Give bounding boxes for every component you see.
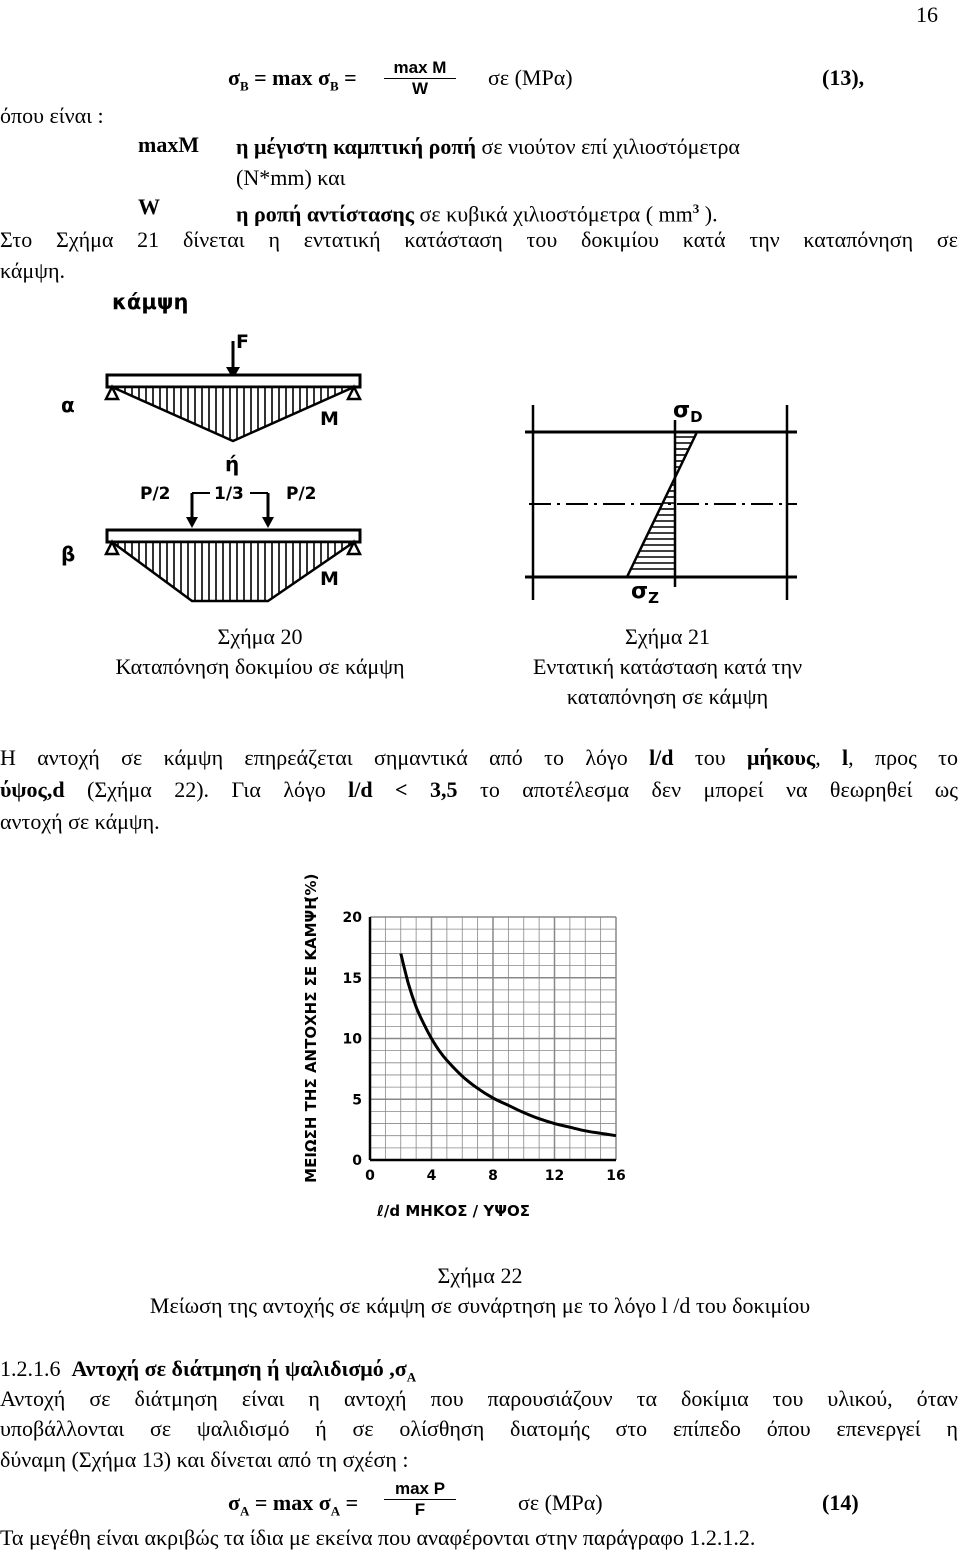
def-w-desc-bold: η ροπή αντίστασης [236,201,415,227]
eq13-lhs-sub: B [239,78,249,94]
figure-20 [42,285,462,615]
fig22-caption [0,1261,960,1321]
fig20-third: 1/3 [214,484,244,504]
chart-x-tick-label: 16 [606,1168,626,1184]
fig20-heading: κάμψη [112,290,189,314]
fig22-caption-title: Σχήμα 22 [437,1263,523,1288]
paragraph-2-line-3: αντοχή σε κάμψη. [0,809,160,834]
p2-l1-a: Η αντοχή σε κάμψη επηρεάζεται σημαντικά από το λόγο [0,745,650,770]
def-maxm-desc [236,132,740,162]
p2-l1-e: , [815,745,843,770]
eq14-eq: = [340,1490,359,1515]
p2-l1-c: του [673,745,747,770]
def-maxm-desc-bold: η μέγιστη καμπτική ροπή [236,134,476,159]
fig21-sigma-d: $\sigma_D$ [673,398,703,426]
eq13-lhs: σ [228,65,240,90]
chart-x-tick-label: 4 [426,1168,437,1184]
section-number: 1.2.1.6 [0,1356,61,1381]
paragraph-1-line-1: Στο Σχήμα 21 δίνεται η εντατική κατάσταση του δοκιμίου κατά την καταπόνηση σε [0,227,958,252]
fig20-label-b: β [61,542,76,566]
equation-13 [228,63,357,101]
fig20-caption-title: Σχήμα 20 [217,624,303,649]
section-title-sub: A [406,1369,417,1385]
chart-y-tick-label: 15 [342,970,362,987]
chart-y-tick-label: 10 [342,1031,362,1048]
p2-l1-d: μήκους [746,745,816,770]
paragraph-3-line-3: δύναμη (Σχήμα 13) και δίνεται από τη σχέση : [0,1447,409,1472]
where-text: όπου είναι : [0,103,104,128]
eq14-denominator: F [414,1500,426,1519]
figure-21 [515,375,850,615]
fig20-force-b-left-head [186,517,198,528]
fig21-sigma-z: $\sigma_Z$ [631,579,660,607]
eq13-eq: = [338,65,357,90]
eq14-lhs-sub: A [239,1503,250,1519]
def-w-desc-rest: σε κυβικά χιλιοστόμετρα ( mm [414,201,693,227]
chart-x-tick-label: 8 [488,1168,498,1184]
fig20-p-half-left: P/2 [140,484,171,504]
fig20-p-half-right: P/2 [286,484,317,504]
p2-l1-g: , προς το [848,745,958,770]
eq13-fraction [384,58,456,99]
eq14-label: (14) [822,1490,859,1515]
fig21-caption-line-2: καταπόνηση σε κάμψη [566,684,769,709]
chart-y-tick-label: 20 [342,910,362,926]
p2-l2-e: το αποτέλεσμα δεν μπορεί να θεωρηθεί ως [457,777,958,802]
fig21-caption-line-1: Εντατική κατάσταση κατά την [532,654,803,679]
paragraph-3-line-2: υποβάλλονται σε ψαλιδισμό ή σε ολίσθηση διατομής στο επίπεδο όπου επενεργεί η [0,1416,958,1441]
eq13-denominator: W [411,79,429,98]
chart-x-label: ℓ/d ΜΗΚΟΣ / ΥΨΟΣ [376,1202,530,1220]
fig20-moment-diagram-a [112,387,354,441]
eq14-unit: σε (MPα) [518,1490,603,1515]
fig20-or: ή [225,452,240,476]
figure-22-chart [290,860,660,1230]
page-number: 16 [916,2,938,27]
eq13-label: (13), [822,65,865,90]
p2-l2-d: l/d < 3,5 [348,777,458,802]
def-maxm-desc-rest: σε νιούτον επί χιλιοστόμετρα [475,134,740,159]
paragraph-2-line-2 [0,775,958,805]
def-w-term: W [138,194,160,219]
fig20-beam-a [107,375,360,387]
chart-y-unit: (%) [302,873,320,903]
eq14-lhs: σ [228,1490,240,1515]
fig20-moment-label-a: M [320,408,339,430]
eq14-mid-sub: A [330,1503,341,1519]
def-maxm-line2: (N*mm) και [236,165,346,190]
fig20-force-label: F [236,331,249,353]
p2-l1-b: l/d [649,745,674,770]
equation-14 [228,1488,358,1526]
chart-y-tick-label: 0 [352,1153,362,1169]
eq14-mid: = max σ [249,1490,331,1515]
fig21-caption-title: Σχήμα 21 [625,624,710,649]
fig20-label-a: α [61,393,75,417]
fig20-moment-label-b: M [320,568,339,590]
p2-l2-b: ,d [46,777,65,802]
eq13-mid: = max σ [248,65,330,90]
def-maxm-term: maxM [138,132,200,157]
eq13-mid-sub: B [329,78,339,94]
p2-l2-c: (Σχήμα 22). Για λόγο [64,777,349,802]
paragraph-1-line-2: κάμψη. [0,258,65,283]
chart-y-tick-label: 5 [352,1092,362,1109]
fig21-caption [490,622,845,712]
chart-x-tick-label: 12 [544,1168,565,1184]
eq13-numerator: max M [393,58,447,77]
fig20-force-b-right-head [262,517,274,528]
p2-l1-f: l [842,745,849,770]
fig20-beam-b [107,530,360,542]
chart-y-label: ΜΕΙΩΣΗ ΤΗΣ ΑΝΤΟΧΗΣ ΣΕ ΚΑΜΨΗ [302,897,320,1183]
paragraph-3-line-1: Αντοχή σε διάτμηση είναι η αντοχή που παρουσιάζουν τα δοκίμια του υλικού, όταν [0,1386,958,1411]
section-title: Αντοχή σε διάτμηση ή ψαλιδισμό ,σ [71,1356,407,1381]
chart-grid [370,917,616,1160]
chart-x-tick-label: 0 [365,1168,375,1184]
eq14-fraction [384,1479,456,1520]
def-w-end: ). [699,201,718,227]
eq14-numerator: max P [394,1479,446,1498]
eq13-unit: σε (MPα) [488,65,573,90]
paragraph-2-line-1 [0,743,958,773]
fig20-caption-text: Καταπόνηση δοκιμίου σε κάμψη [115,654,405,679]
def-w-sup: 3 [692,201,700,216]
p2-l2-a: ύψος [0,777,47,802]
fig22-caption-text: Μείωση της αντοχής σε κάμψη σε συνάρτηση με το λόγο l /d του δοκιμίου [149,1293,811,1318]
fig20-caption [40,622,480,682]
fig20-moment-diagram-b [112,542,354,601]
final-line: Τα μεγέθη είναι ακριβώς τα ίδια με εκείνα που αναφέρονται στην παράγραφο 1.2.1.2. [0,1525,756,1550]
